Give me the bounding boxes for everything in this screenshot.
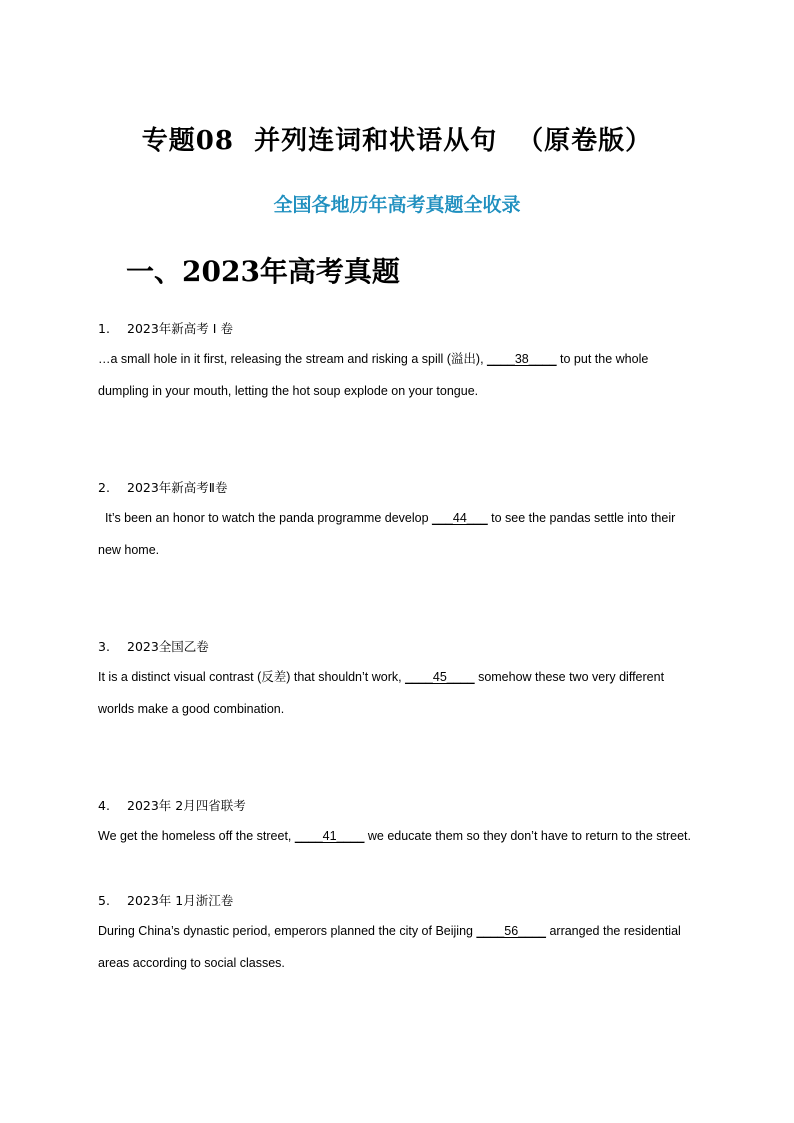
question-text-before: …a small hole in it first, releasing the stream and risking a spill (溢出), (98, 352, 488, 366)
question-1-label (98, 319, 233, 337)
question-text-before: During China’s dynastic period, emperors planned the city of Beijing (98, 924, 477, 938)
question-source: 2023年 1月浙江卷 (127, 893, 234, 908)
question-text-after: to see the pandas settle into their new home. (98, 511, 676, 557)
question-5-label (98, 891, 233, 909)
question-source: 2023年 2月四省联考 (127, 798, 246, 813)
question-source: 2023全国乙卷 (127, 639, 209, 654)
question-text-after: arranged the residential areas according to social classes. (98, 924, 681, 970)
question-blank: ____45____ (405, 670, 475, 684)
question-number: 4. (98, 798, 110, 813)
question-number: 1. (98, 321, 110, 336)
question-4-label (98, 796, 246, 814)
question-5-text (98, 915, 698, 979)
question-blank: ____56____ (476, 924, 546, 938)
question-number: 3. (98, 639, 110, 654)
question-text-after: we educate them so they don’t have to return to the street. (364, 829, 691, 843)
question-number: 5. (98, 893, 110, 908)
question-text-before: We get the homeless off the street, (98, 829, 295, 843)
page-subtitle: 全国各地历年高考真题全收录 (273, 194, 521, 216)
question-text-before: It is a distinct visual contrast (反差) that shouldn’t work, (98, 670, 406, 684)
question-source: 2023年新高考Ⅱ卷 (127, 480, 228, 495)
question-3-text (98, 661, 698, 725)
question-blank: ____41____ (294, 829, 365, 843)
question-blank: ___44___ (432, 511, 488, 525)
question-number: 2. (98, 480, 110, 495)
question-text-after: to put the whole dumpling in your mouth, letting the hot soup explode on your tongue. (98, 352, 649, 398)
section-heading: 一、2023年高考真题 (126, 255, 400, 288)
question-2-text (98, 502, 698, 566)
question-source: 2023年新高考 I 卷 (127, 321, 233, 336)
question-text-before: It’s been an honor to watch the panda programme develop (98, 511, 433, 525)
question-3-label (98, 637, 209, 655)
question-1-text (98, 343, 698, 407)
question-blank: ____38____ (487, 352, 557, 366)
page-title: 专题08 并列连词和状语从句 （原卷版） (141, 126, 653, 156)
question-text-after: somehow these two very different worlds make a good combination. (98, 670, 665, 716)
question-2-label (98, 478, 227, 496)
question-4-text (98, 820, 698, 852)
